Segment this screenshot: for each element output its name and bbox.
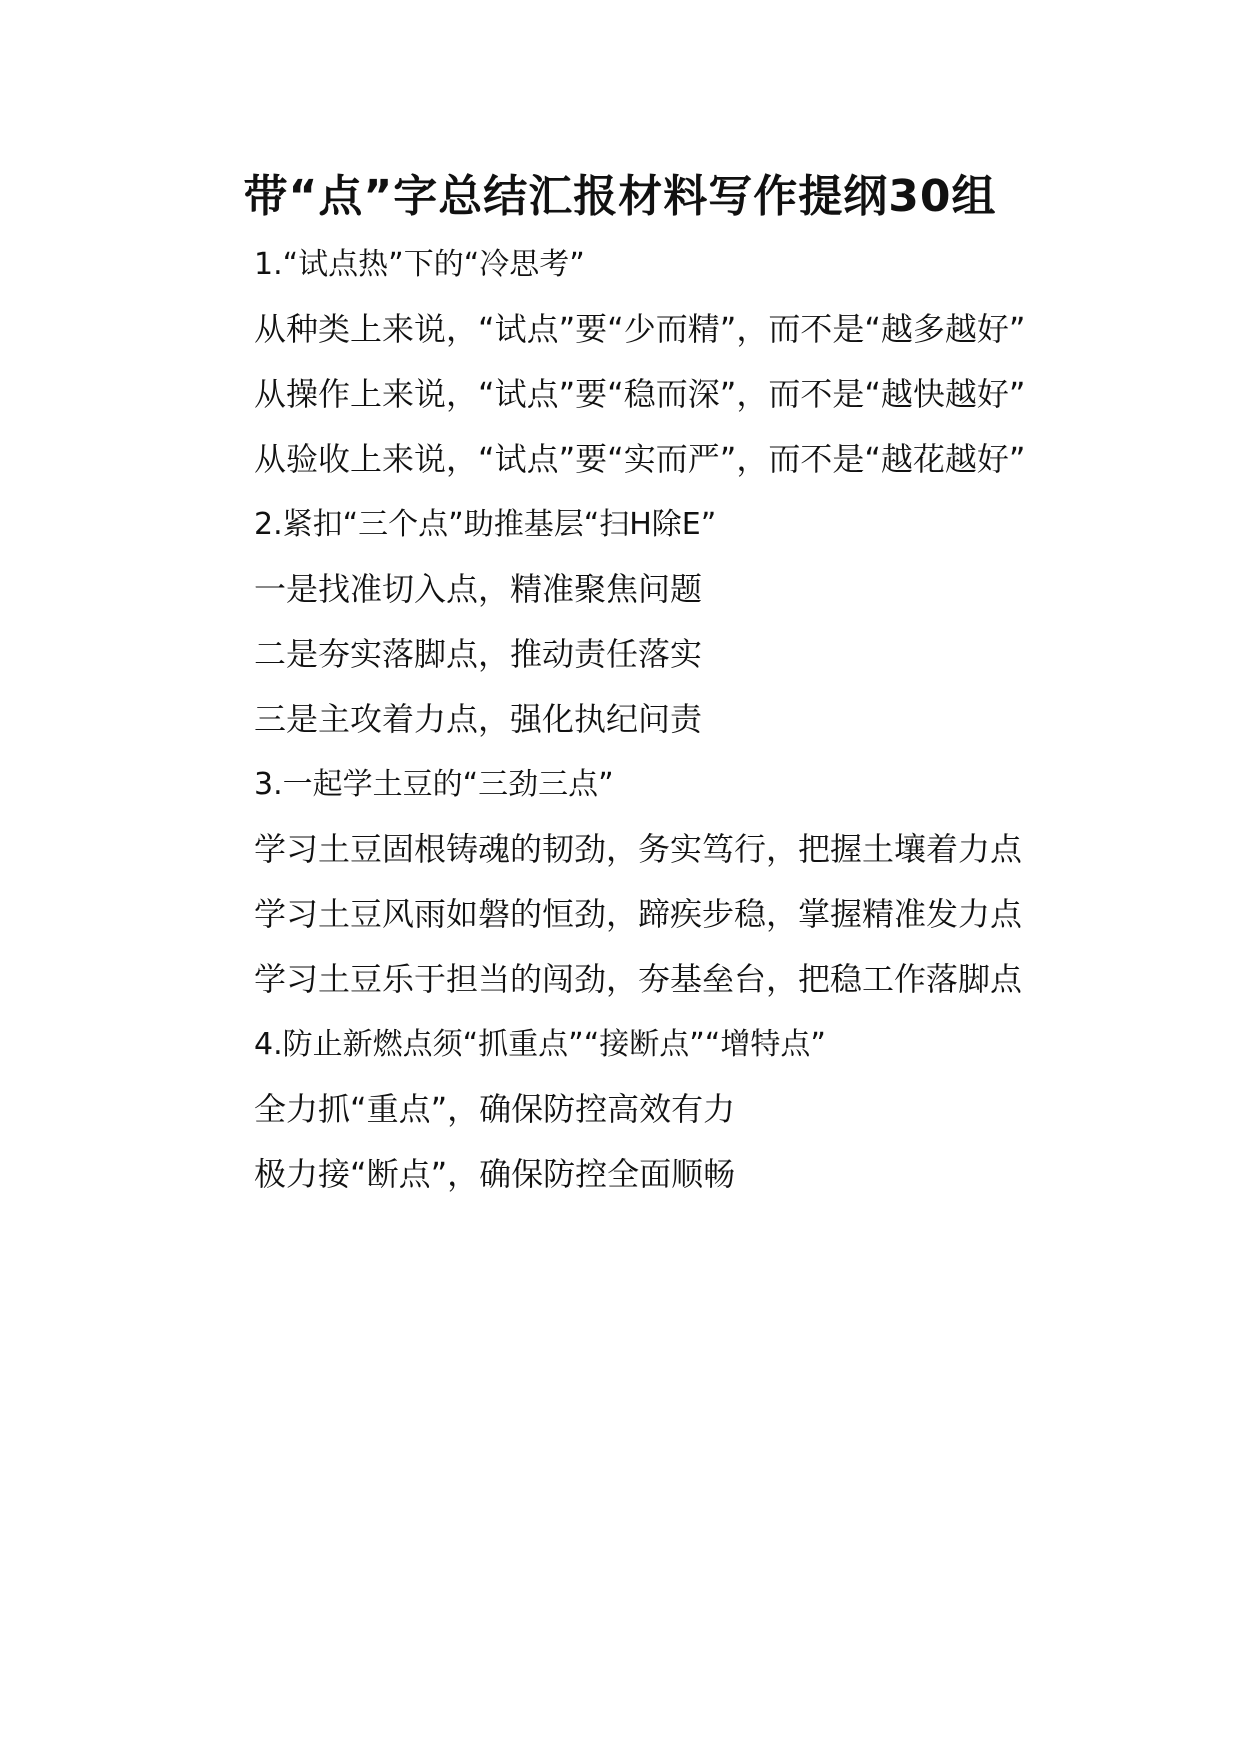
paragraph: 从操作上来说，“试点”要“稳而深”，而不是“越快越好” bbox=[254, 375, 1026, 413]
paragraph: 学习土豆风雨如磐的恒劲，蹄疾步稳，掌握精准发力点 bbox=[254, 895, 1023, 933]
document-body bbox=[188, 232, 1056, 1207]
paragraph: 二是夯实落脚点，推动责任落实 bbox=[254, 635, 703, 673]
paragraph: 学习土豆固根铸魂的韧劲，务实笃行，把握土壤着力点 bbox=[254, 830, 1023, 868]
section-heading: 3.一起学土豆的“三劲三点” bbox=[254, 767, 614, 802]
paragraph: 三是主攻着力点，强化执纪问责 bbox=[254, 700, 703, 738]
paragraph: 极力接“断点”，确保防控全面顺畅 bbox=[254, 1155, 736, 1193]
paragraph: 学习土豆乐于担当的闯劲，夯基垒台，把稳工作落脚点 bbox=[254, 960, 1023, 998]
paragraph: 一是找准切入点，精准聚焦问题 bbox=[254, 570, 703, 608]
paragraph: 从种类上来说，“试点”要“少而精”，而不是“越多越好” bbox=[254, 310, 1026, 348]
document-title: 带“点”字总结汇报材料写作提纲30组 bbox=[243, 171, 997, 222]
section-heading: 1.“试点热”下的“冷思考” bbox=[254, 247, 585, 282]
paragraph: 全力抓“重点”，确保防控高效有力 bbox=[254, 1090, 736, 1128]
section-heading: 2.紧扣“三个点”助推基层“扫H除E” bbox=[254, 507, 717, 542]
paragraph: 从验收上来说，“试点”要“实而严”，而不是“越花越好” bbox=[254, 440, 1026, 478]
section-heading: 4.防止新燃点须“抓重点”“接断点”“增特点” bbox=[254, 1027, 826, 1062]
